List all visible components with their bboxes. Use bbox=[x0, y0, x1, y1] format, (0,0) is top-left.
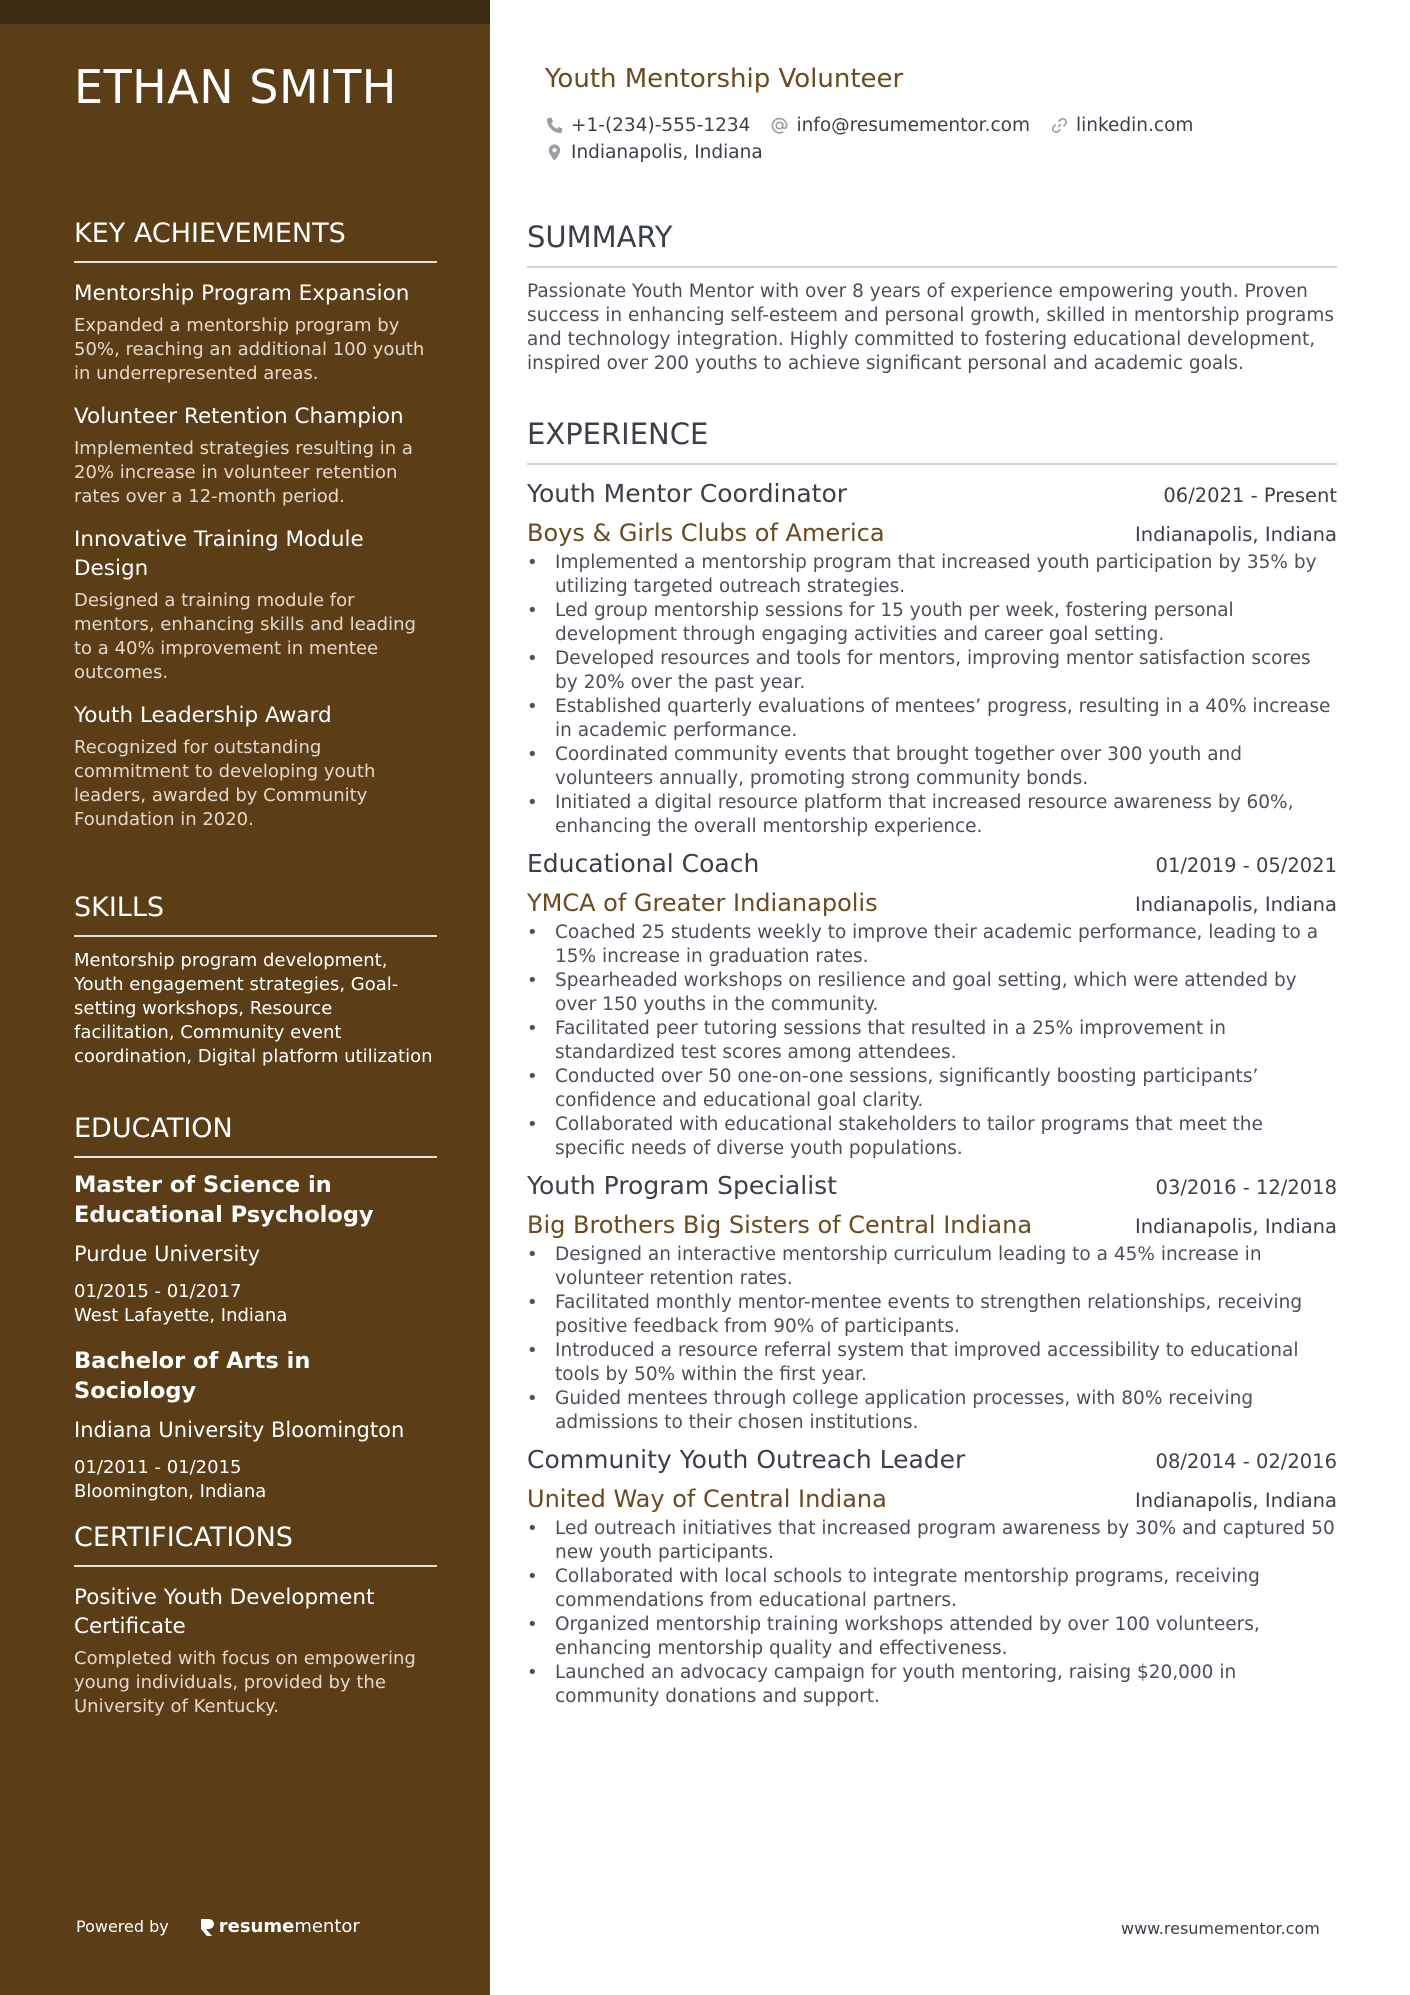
edu-dates: 01/2015 - 01/2017 bbox=[74, 1281, 242, 1302]
job-entry bbox=[527, 1169, 1337, 1435]
job-role: Community Youth Outreach Leader bbox=[527, 1445, 966, 1474]
job-bullets bbox=[527, 1517, 1337, 1709]
skills-heading: SKILLS bbox=[74, 892, 437, 937]
bullet-item: • Facilitated peer tutoring sessions that resulted in a 25% improvement in standardized test scores among attendees. bbox=[527, 1017, 1337, 1065]
certification-desc: Completed with focus on empowering young individuals, provided by the University of Kentucky. bbox=[74, 1648, 416, 1717]
job-bullets bbox=[527, 1243, 1337, 1435]
job-location: Indianapolis, Indiana bbox=[1134, 893, 1337, 916]
education-heading: EDUCATION bbox=[74, 1113, 437, 1158]
summary-heading: SUMMARY bbox=[527, 220, 1337, 268]
job-bullets bbox=[527, 921, 1337, 1161]
job-entry bbox=[527, 477, 1337, 839]
achievement-title: Youth Leadership Award bbox=[74, 703, 332, 728]
edu-degree: Bachelor of Arts in Sociology bbox=[74, 1348, 311, 1404]
bullet-item: • Conducted over 50 one-on-one sessions, significantly boosting participants’ confidence and educational goal clarity. bbox=[527, 1065, 1337, 1113]
edu-location: Bloomington, Indiana bbox=[74, 1481, 267, 1502]
job-title: Youth Mentorship Volunteer bbox=[545, 64, 904, 94]
edu-school: Purdue University bbox=[74, 1242, 261, 1266]
certifications-section bbox=[74, 1522, 437, 1719]
bullet-item: • Designed an interactive mentorship curriculum leading to a 45% increase in volunteer retention rates. bbox=[527, 1243, 1337, 1291]
bullet-item: • Organized mentorship training workshops attended by over 100 volunteers, enhancing mentorship quality and effectiveness. bbox=[527, 1613, 1337, 1661]
job-entry bbox=[527, 1443, 1337, 1709]
achievement-title: Mentorship Program Expansion bbox=[74, 281, 410, 306]
bullet-item: • Coordinated community events that brought together over 300 youth and volunteers annually, promoting strong community bonds. bbox=[527, 743, 1337, 791]
job-dates: 03/2016 - 12/2018 bbox=[1155, 1176, 1337, 1199]
contact-location bbox=[545, 142, 763, 163]
job-company: United Way of Central Indiana bbox=[527, 1485, 887, 1513]
location-text: Indianapolis, Indiana bbox=[571, 142, 763, 163]
job-company: YMCA of Greater Indianapolis bbox=[527, 889, 878, 917]
bullet-item: • Collaborated with educational stakeholders to tailor programs that meet the specific needs of diverse youth populations. bbox=[527, 1113, 1337, 1161]
bullet-item: • Spearheaded workshops on resilience and goal setting, which were attended by over 150 youths in the community. bbox=[527, 969, 1337, 1017]
job-company: Big Brothers Big Sisters of Central Indiana bbox=[527, 1211, 1033, 1239]
bullet-item: • Implemented a mentorship program that increased youth participation by 35% by utilizing targeted outreach strategies. bbox=[527, 551, 1337, 599]
bullet-item: • Led group mentorship sessions for 15 youth per week, fostering personal development through engaging activities and career goal setting. bbox=[527, 599, 1337, 647]
job-bullets bbox=[527, 551, 1337, 839]
achievement-title: Innovative Training Module Design bbox=[74, 527, 364, 581]
job-role: Youth Mentor Coordinator bbox=[527, 479, 848, 508]
job-role: Youth Program Specialist bbox=[527, 1171, 837, 1200]
bullet-item: • Collaborated with local schools to integrate mentorship programs, receiving commendations from educational partners. bbox=[527, 1565, 1337, 1613]
resumementor-logo-icon bbox=[199, 1917, 215, 1937]
experience-section bbox=[527, 417, 1337, 1717]
powered-by-label: Powered by bbox=[76, 1917, 169, 1936]
achievement-desc: Implemented strategies resulting in a 20% increase in volunteer retention rates over a 12-month period. bbox=[74, 438, 413, 507]
bullet-item: • Developed resources and tools for mentors, improving mentor satisfaction scores by 20% over the past year. bbox=[527, 647, 1337, 695]
certification-title: Positive Youth Development Certificate bbox=[74, 1585, 375, 1639]
job-location: Indianapolis, Indiana bbox=[1134, 1489, 1337, 1512]
sidebar-top-bar bbox=[0, 0, 490, 24]
certifications-heading: CERTIFICATIONS bbox=[74, 1522, 437, 1567]
achievement-desc: Recognized for outstanding commitment to developing youth leaders, awarded by Community Foundation in 2020. bbox=[74, 737, 376, 830]
key-achievements-section bbox=[74, 218, 437, 832]
contact-info bbox=[545, 112, 1335, 166]
candidate-name: ETHAN SMITH bbox=[74, 60, 397, 114]
resumementor-logo[interactable] bbox=[199, 1916, 360, 1937]
bullet-item: • Led outreach initiatives that increased program awareness by 30% and captured 50 new youth participants. bbox=[527, 1517, 1337, 1565]
job-dates: 01/2019 - 05/2021 bbox=[1155, 854, 1337, 877]
summary-text: Passionate Youth Mentor with over 8 years of experience empowering youth. Proven success in enhancing self-esteem and personal growth, skilled in mentorship programs and technology integration. Highly committed to fostering educational development, inspired over 200 youths to achieve significant personal and academic goals. bbox=[527, 281, 1334, 374]
contact-email[interactable] bbox=[770, 115, 1030, 136]
skills-section bbox=[74, 892, 437, 1069]
education-section bbox=[74, 1113, 437, 1504]
powered-by bbox=[76, 1916, 360, 1937]
bullet-item: • Introduced a resource referral system that improved accessibility to educational tools by 50% within the first year. bbox=[527, 1339, 1337, 1387]
bullet-item: • Guided mentees through college application processes, with 80% receiving admissions to their chosen institutions. bbox=[527, 1387, 1337, 1435]
bullet-item: • Facilitated monthly mentor-mentee events to strengthen relationships, receiving positive feedback from 90% of participants. bbox=[527, 1291, 1337, 1339]
bullet-item: • Initiated a digital resource platform that increased resource awareness by 60%, enhancing the overall mentorship experience. bbox=[527, 791, 1337, 839]
key-achievements-heading: KEY ACHIEVEMENTS bbox=[74, 218, 437, 263]
contact-phone[interactable] bbox=[545, 115, 750, 136]
summary-section bbox=[527, 220, 1337, 376]
location-pin-icon bbox=[545, 143, 564, 162]
contact-linkedin[interactable] bbox=[1050, 115, 1193, 136]
sidebar bbox=[0, 0, 490, 1995]
job-role: Educational Coach bbox=[527, 849, 760, 878]
job-dates: 06/2021 - Present bbox=[1163, 484, 1337, 507]
linkedin-text: linkedin.com bbox=[1075, 115, 1194, 136]
job-dates: 08/2014 - 02/2016 bbox=[1155, 1450, 1337, 1473]
bullet-item: • Coached 25 students weekly to improve their academic performance, leading to a 15% increase in graduation rates. bbox=[527, 921, 1337, 969]
bullet-item: • Established quarterly evaluations of mentees’ progress, resulting in a 40% increase in academic performance. bbox=[527, 695, 1337, 743]
at-icon bbox=[770, 116, 789, 135]
achievement-desc: Designed a training module for mentors, enhancing skills and leading to a 40% improvement in mentee outcomes. bbox=[74, 590, 416, 683]
achievement-desc: Expanded a mentorship program by 50%, reaching an additional 100 youth in underrepresented areas. bbox=[74, 315, 425, 384]
job-location: Indianapolis, Indiana bbox=[1134, 523, 1337, 546]
edu-dates: 01/2011 - 01/2015 bbox=[74, 1457, 242, 1478]
bullet-item: • Launched an advocacy campaign for youth mentoring, raising $20,000 in community donations and support. bbox=[527, 1661, 1337, 1709]
edu-degree: Master of Science in Educational Psychology bbox=[74, 1172, 374, 1228]
job-location: Indianapolis, Indiana bbox=[1134, 1215, 1337, 1238]
footer-website-link[interactable]: www.resumementor.com bbox=[1121, 1919, 1320, 1938]
edu-school: Indiana University Bloomington bbox=[74, 1418, 405, 1442]
phone-text: +1-(234)-555-1234 bbox=[571, 115, 751, 136]
skills-list: Mentorship program development, Youth engagement strategies, Goal-setting workshops, Resource facilitation, Community event coordination, Digital platform utilization bbox=[74, 950, 433, 1067]
experience-heading: EXPERIENCE bbox=[527, 417, 1337, 465]
phone-icon bbox=[545, 116, 564, 135]
edu-location: West Lafayette, Indiana bbox=[74, 1305, 288, 1326]
job-company: Boys & Girls Clubs of America bbox=[527, 519, 885, 547]
brand-bold: resume bbox=[218, 1916, 295, 1937]
job-entry bbox=[527, 847, 1337, 1161]
link-icon bbox=[1050, 116, 1069, 135]
brand-light: mentor bbox=[294, 1916, 360, 1937]
achievement-title: Volunteer Retention Champion bbox=[74, 404, 404, 429]
email-text: info@resumementor.com bbox=[796, 115, 1030, 136]
